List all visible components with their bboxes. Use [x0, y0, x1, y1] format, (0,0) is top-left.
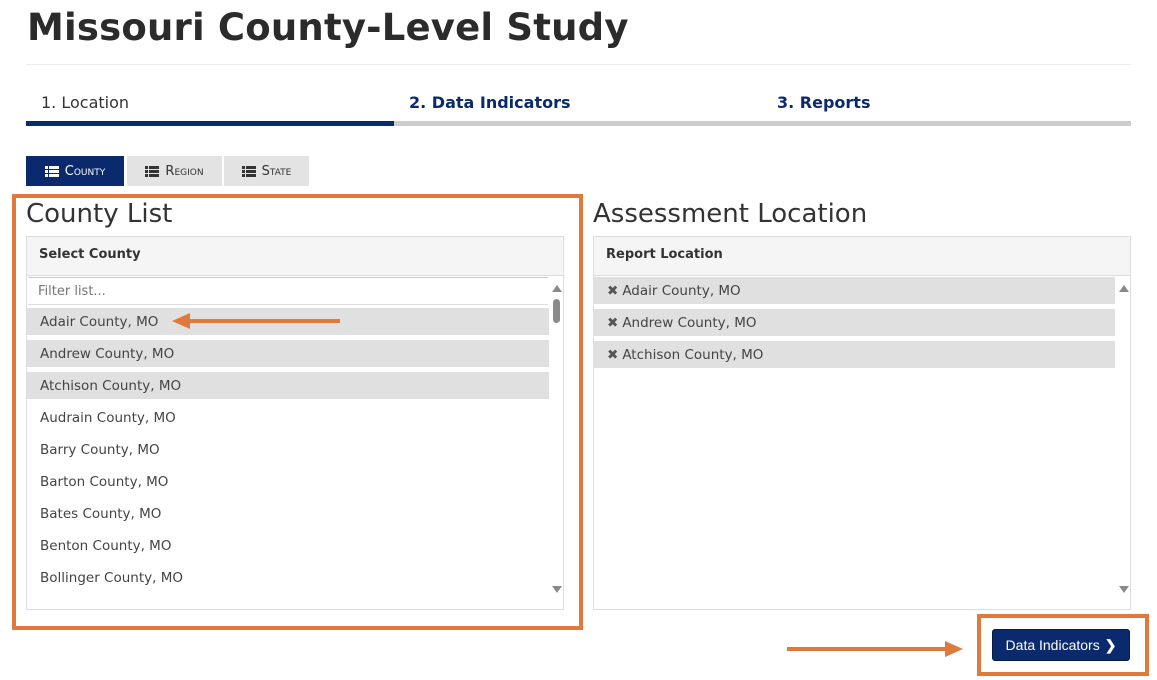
tab-state[interactable]: [224, 156, 309, 186]
list-item[interactable]: Bates County, MO: [40, 506, 162, 522]
assessment-location-title: Assessment Location: [593, 199, 868, 229]
assessment-location-panel: [593, 236, 1131, 610]
step-location-label: 1. Location: [41, 93, 130, 112]
list-icon: [242, 166, 256, 177]
wizard-steps: [26, 88, 1131, 126]
list-item[interactable]: Andrew County, MO: [27, 340, 549, 367]
scroll-up-icon[interactable]: [1119, 285, 1129, 292]
county-list-title: County List: [26, 199, 173, 229]
tab-county[interactable]: [26, 156, 124, 186]
list-item[interactable]: Audrain County, MO: [40, 410, 176, 426]
scroll-down-icon[interactable]: [1119, 586, 1129, 593]
list-item[interactable]: Bollinger County, MO: [40, 570, 183, 586]
county-list-highlight: [12, 194, 583, 630]
step-location-bar: [26, 121, 394, 126]
list-item[interactable]: Adair County, MO: [27, 308, 549, 335]
report-location-scrollbar[interactable]: [1117, 277, 1131, 601]
report-location-label: Atchison County, MO: [622, 347, 764, 363]
step-data-indicators-label: 2. Data Indicators: [409, 93, 571, 112]
report-location-header: Report Location: [594, 237, 1130, 276]
chevron-right-icon: ❯: [1104, 636, 1117, 653]
step-reports-bar: [762, 121, 1131, 126]
remove-icon[interactable]: ✖: [607, 347, 619, 363]
step-location[interactable]: [26, 88, 394, 126]
list-item[interactable]: Benton County, MO: [40, 538, 172, 554]
step-reports-label: 3. Reports: [777, 93, 871, 112]
list-item: [594, 309, 1115, 336]
report-location-label: Adair County, MO: [622, 283, 741, 299]
list-item[interactable]: Barton County, MO: [40, 474, 169, 490]
tab-county-label: County: [64, 163, 106, 179]
list-icon: [45, 166, 59, 177]
list-item[interactable]: Atchison County, MO: [27, 372, 549, 399]
title-divider: [26, 64, 1131, 65]
remove-icon[interactable]: ✖: [607, 283, 619, 299]
step-data-indicators-bar: [394, 121, 762, 126]
remove-icon[interactable]: ✖: [607, 315, 619, 331]
page-title: Missouri County-Level Study: [27, 6, 629, 49]
list-icon: [145, 166, 159, 177]
list-item: [594, 341, 1115, 368]
list-item: [594, 277, 1115, 304]
data-indicators-button-label: Data Indicators: [1005, 637, 1100, 653]
county-list-header: Select County: [27, 237, 563, 276]
list-item[interactable]: Barry County, MO: [40, 442, 160, 458]
tab-region-label: Region: [165, 163, 204, 179]
tab-state-label: State: [261, 163, 292, 179]
report-location-label: Andrew County, MO: [622, 315, 757, 331]
data-indicators-button[interactable]: [992, 629, 1130, 661]
step-data-indicators[interactable]: [394, 88, 762, 126]
step-reports[interactable]: [762, 88, 1131, 126]
tab-region[interactable]: [127, 156, 222, 186]
arrow-right-icon: [787, 638, 965, 660]
arrow-left-icon: [170, 310, 342, 332]
